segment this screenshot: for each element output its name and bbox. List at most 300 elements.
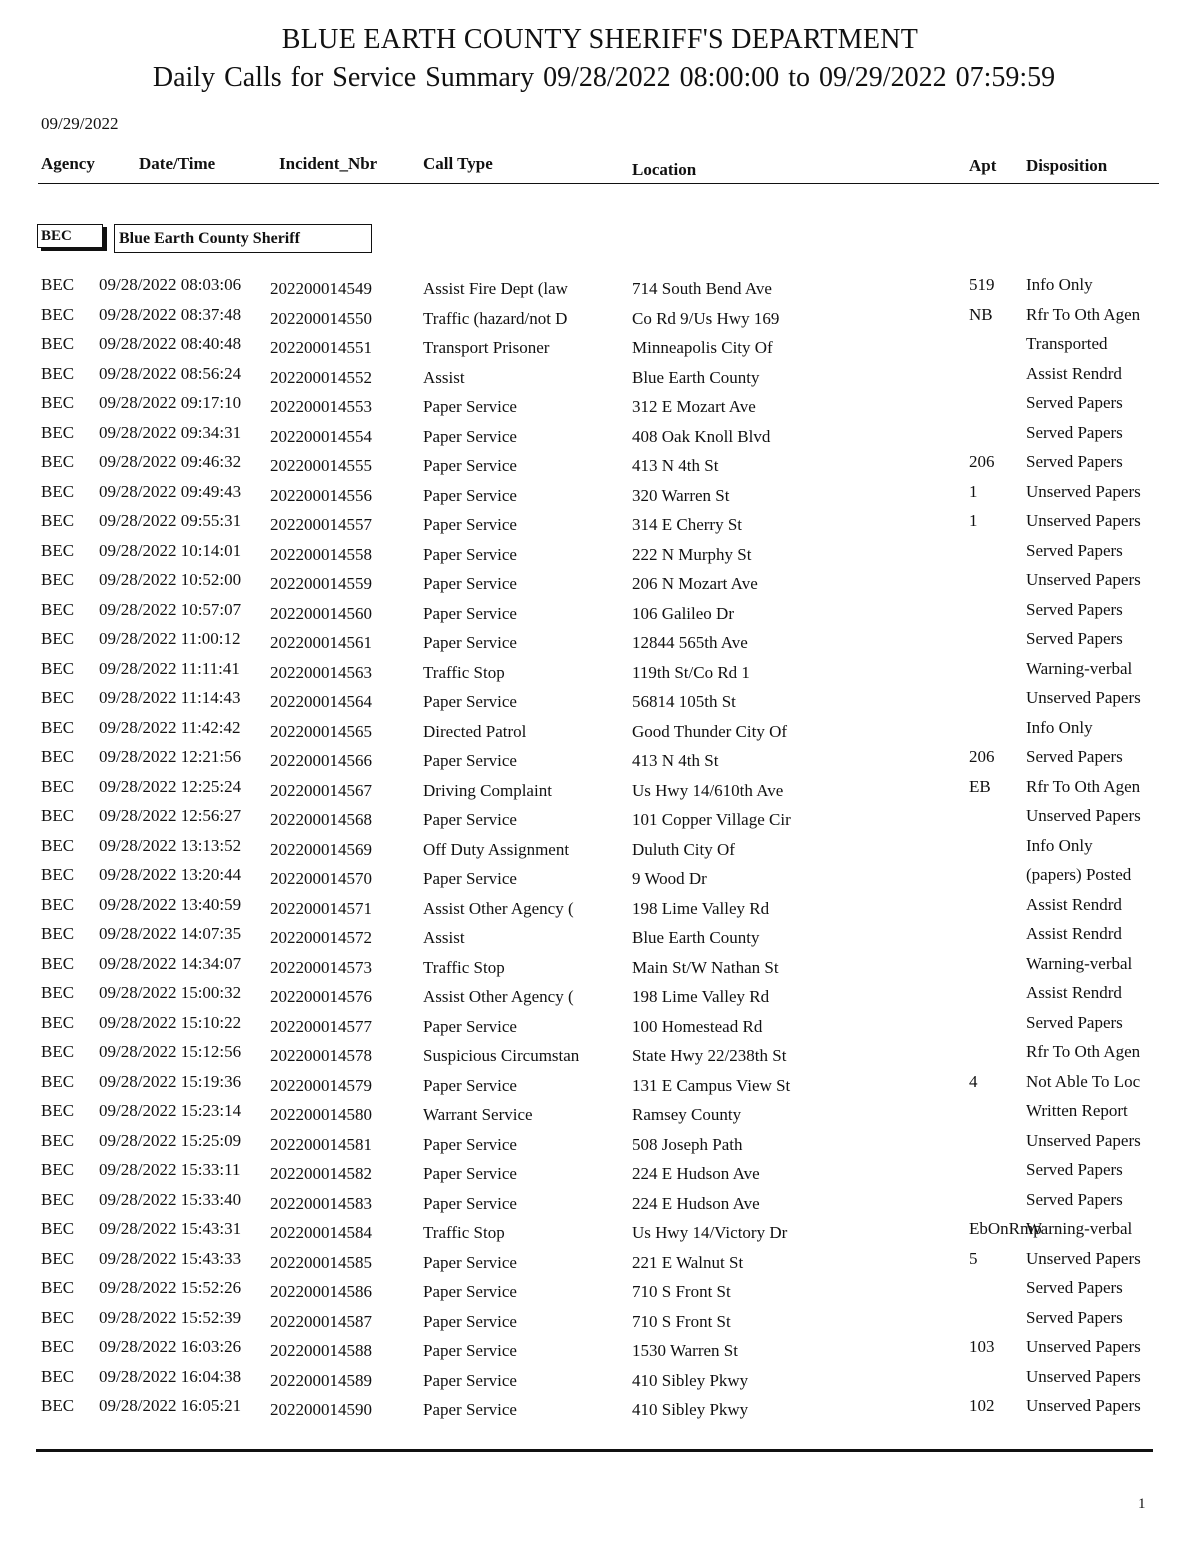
- table-row: [0, 895, 1200, 925]
- cell-agency: BEC: [41, 983, 75, 1002]
- report-date: 09/29/2022: [41, 114, 119, 133]
- cell-incident: 202200014589: [270, 1370, 372, 1390]
- table-row: [0, 718, 1200, 748]
- column-header-location: Location: [632, 160, 697, 179]
- cell-call-type: Paper Service: [423, 1282, 517, 1301]
- cell-agency: BEC: [41, 275, 75, 294]
- table-row: [0, 1101, 1200, 1131]
- cell-datetime: 09/28/2022 08:56:24: [99, 363, 242, 383]
- cell-agency: BEC: [41, 894, 75, 914]
- table-row: [0, 305, 1200, 335]
- cell-disposition: Unserved Papers: [1026, 1130, 1141, 1150]
- cell-incident: 202200014578: [270, 1046, 372, 1065]
- table-row: [0, 688, 1200, 718]
- cell-agency: BEC: [41, 1012, 75, 1032]
- table-row: [0, 659, 1200, 689]
- cell-apt: 206: [969, 747, 995, 766]
- cell-agency: BEC: [41, 953, 75, 973]
- cell-disposition: Served Papers: [1026, 393, 1123, 412]
- table-row: [0, 1249, 1200, 1279]
- cell-disposition: Unserved Papers: [1026, 1396, 1141, 1415]
- cell-agency: BEC: [41, 1307, 75, 1327]
- table-row: [0, 452, 1200, 482]
- cell-location: Duluth City Of: [632, 839, 735, 859]
- group-code-box: BEC: [37, 224, 103, 248]
- cell-datetime: 09/28/2022 11:14:43: [99, 688, 241, 707]
- cell-call-type: Paper Service: [423, 751, 517, 770]
- cell-disposition: Unserved Papers: [1026, 1366, 1141, 1386]
- calls-table: [0, 275, 1200, 1426]
- cell-agency: BEC: [41, 481, 75, 501]
- cell-datetime: 09/28/2022 12:25:24: [99, 776, 242, 796]
- cell-incident: 202200014551: [270, 338, 372, 357]
- cell-disposition: Unserved Papers: [1026, 688, 1141, 707]
- cell-datetime: 09/28/2022 11:11:41: [99, 658, 240, 678]
- column-header-datetime: Date/Time: [139, 154, 216, 173]
- cell-incident: 202200014550: [270, 308, 372, 328]
- cell-apt: EB: [969, 776, 991, 796]
- cell-disposition: Warning-verbal: [1026, 1219, 1133, 1238]
- cell-disposition: (papers) Posted: [1026, 865, 1132, 884]
- cell-call-type: Paper Service: [423, 1134, 517, 1154]
- cell-location: 131 E Campus View St: [632, 1075, 791, 1095]
- column-header-apt: Apt: [969, 156, 997, 175]
- cell-call-type: Paper Service: [423, 456, 517, 475]
- table-row: [0, 423, 1200, 453]
- cell-datetime: 09/28/2022 16:05:21: [99, 1396, 242, 1415]
- cell-apt: EbOnRmp: [969, 1219, 1042, 1238]
- cell-disposition: Served Papers: [1026, 1012, 1123, 1032]
- cell-disposition: Served Papers: [1026, 540, 1123, 560]
- table-row: [0, 511, 1200, 541]
- cell-datetime: 09/28/2022 16:03:26: [99, 1337, 242, 1356]
- table-row: [0, 334, 1200, 364]
- cell-location: Ramsey County: [632, 1105, 742, 1124]
- cell-disposition: Rfr To Oth Agen: [1026, 776, 1141, 796]
- cell-call-type: Paper Service: [423, 515, 517, 534]
- cell-disposition: Served Papers: [1026, 599, 1123, 619]
- cell-datetime: 09/28/2022 08:03:06: [99, 275, 242, 294]
- cell-location: Minneapolis City Of: [632, 338, 773, 357]
- cell-location: 12844 565th Ave: [632, 633, 748, 652]
- cell-agency: BEC: [41, 363, 75, 383]
- cell-location: 198 Lime Valley Rd: [632, 898, 770, 918]
- table-row: [0, 1219, 1200, 1249]
- table-row: [0, 1190, 1200, 1220]
- cell-incident: 202200014584: [270, 1223, 372, 1242]
- table-row: [0, 1308, 1200, 1338]
- cell-agency: BEC: [41, 452, 75, 471]
- cell-datetime: 09/28/2022 15:25:09: [99, 1130, 242, 1150]
- cell-disposition: Transported: [1026, 334, 1108, 353]
- cell-datetime: 09/28/2022 08:40:48: [99, 334, 242, 353]
- cell-incident: 202200014583: [270, 1193, 372, 1213]
- cell-location: 206 N Mozart Ave: [632, 574, 758, 593]
- cell-datetime: 09/28/2022 15:52:39: [99, 1307, 242, 1327]
- cell-agency: BEC: [41, 1130, 75, 1150]
- cell-agency: BEC: [41, 747, 75, 766]
- cell-call-type: Traffic Stop: [423, 1223, 505, 1242]
- cell-datetime: 09/28/2022 09:17:10: [99, 393, 242, 412]
- cell-location: 710 S Front St: [632, 1311, 731, 1331]
- cell-disposition: Rfr To Oth Agen: [1026, 304, 1141, 324]
- cell-call-type: Paper Service: [423, 574, 517, 593]
- cell-disposition: Warning-verbal: [1026, 658, 1133, 678]
- cell-agency: BEC: [41, 806, 75, 825]
- cell-agency: BEC: [41, 393, 75, 412]
- cell-apt: 519: [969, 275, 995, 294]
- cell-incident: 202200014560: [270, 603, 372, 623]
- cell-location: Co Rd 9/Us Hwy 169: [632, 308, 780, 328]
- cell-agency: BEC: [41, 1278, 75, 1297]
- cell-disposition: Assist Rendrd: [1026, 983, 1122, 1002]
- cell-datetime: 09/28/2022 11:00:12: [99, 629, 241, 648]
- cell-agency: BEC: [41, 511, 75, 530]
- cell-location: 320 Warren St: [632, 485, 730, 505]
- cell-agency: BEC: [41, 924, 75, 943]
- cell-location: 413 N 4th St: [632, 456, 719, 475]
- cell-location: 9 Wood Dr: [632, 869, 707, 888]
- cell-location: 710 S Front St: [632, 1282, 731, 1301]
- cell-location: 410 Sibley Pkwy: [632, 1400, 749, 1419]
- cell-location: 221 E Walnut St: [632, 1252, 744, 1272]
- cell-apt: 103: [969, 1337, 995, 1356]
- cell-disposition: Served Papers: [1026, 422, 1123, 442]
- cell-datetime: 09/28/2022 15:00:32: [99, 983, 242, 1002]
- cell-agency: BEC: [41, 599, 75, 619]
- cell-call-type: Assist: [423, 367, 465, 387]
- report-subtitle: Daily Calls for Service Summary 09/28/2022 08:00:00 to 09/29/2022 07:59:59: [152, 62, 1056, 93]
- cell-agency: BEC: [41, 835, 75, 855]
- cell-incident: 202200014549: [270, 279, 372, 298]
- cell-datetime: 09/28/2022 14:07:35: [99, 924, 242, 943]
- table-row: [0, 364, 1200, 394]
- cell-incident: 202200014577: [270, 1016, 372, 1036]
- cell-apt: 1: [969, 481, 978, 501]
- cell-datetime: 09/28/2022 15:43:33: [99, 1248, 242, 1268]
- cell-location: 410 Sibley Pkwy: [632, 1370, 749, 1390]
- cell-datetime: 09/28/2022 15:23:14: [99, 1101, 242, 1120]
- cell-agency: BEC: [41, 334, 75, 353]
- cell-datetime: 09/28/2022 14:34:07: [99, 953, 242, 973]
- cell-datetime: 09/28/2022 16:04:38: [99, 1366, 242, 1386]
- cell-agency: BEC: [41, 1189, 75, 1209]
- table-row: [0, 1396, 1200, 1426]
- cell-incident: 202200014579: [270, 1075, 372, 1095]
- cell-incident: 202200014569: [270, 839, 372, 859]
- cell-incident: 202200014561: [270, 633, 372, 652]
- cell-apt: 102: [969, 1396, 995, 1415]
- cell-disposition: Written Report: [1026, 1101, 1128, 1120]
- cell-call-type: Suspicious Circumstan: [423, 1046, 580, 1065]
- cell-location: 198 Lime Valley Rd: [632, 987, 770, 1006]
- cell-incident: 202200014585: [270, 1252, 372, 1272]
- cell-location: 408 Oak Knoll Blvd: [632, 426, 771, 446]
- cell-incident: 202200014555: [270, 456, 372, 475]
- cell-call-type: Paper Service: [423, 426, 517, 446]
- cell-datetime: 09/28/2022 09:46:32: [99, 452, 242, 471]
- cell-datetime: 09/28/2022 09:49:43: [99, 481, 242, 501]
- cell-incident: 202200014586: [270, 1282, 372, 1301]
- cell-agency: BEC: [41, 1248, 75, 1268]
- table-row: [0, 1013, 1200, 1043]
- cell-incident: 202200014570: [270, 869, 372, 888]
- cell-disposition: Served Papers: [1026, 452, 1123, 471]
- cell-call-type: Paper Service: [423, 1164, 517, 1183]
- cell-location: Main St/W Nathan St: [632, 957, 779, 977]
- cell-location: 106 Galileo Dr: [632, 603, 734, 623]
- cell-call-type: Assist: [423, 928, 465, 947]
- cell-location: 413 N 4th St: [632, 751, 719, 770]
- cell-agency: BEC: [41, 1337, 75, 1356]
- report-title: BLUE EARTH COUNTY SHERIFF'S DEPARTMENT: [281, 24, 919, 55]
- cell-agency: BEC: [41, 570, 75, 589]
- header-divider: [38, 183, 1159, 184]
- cell-call-type: Traffic (hazard/not D: [423, 308, 568, 328]
- cell-call-type: Assist Other Agency (: [423, 898, 574, 918]
- cell-location: 119th St/Co Rd 1: [632, 662, 750, 682]
- cell-incident: 202200014571: [270, 898, 372, 918]
- cell-location: 100 Homestead Rd: [632, 1016, 763, 1036]
- cell-datetime: 09/28/2022 15:33:40: [99, 1189, 242, 1209]
- cell-incident: 202200014554: [270, 426, 372, 446]
- cell-disposition: Assist Rendrd: [1026, 894, 1122, 914]
- cell-location: 508 Joseph Path: [632, 1134, 743, 1154]
- cell-call-type: Paper Service: [423, 1193, 517, 1213]
- cell-disposition: Not Able To Loc: [1026, 1071, 1141, 1091]
- cell-call-type: Paper Service: [423, 485, 517, 505]
- cell-agency: BEC: [41, 304, 75, 324]
- group-name-box: Blue Earth County Sheriff: [114, 224, 372, 253]
- cell-disposition: Info Only: [1026, 275, 1093, 294]
- cell-agency: BEC: [41, 1366, 75, 1386]
- cell-agency: BEC: [41, 1219, 75, 1238]
- table-row: [0, 393, 1200, 423]
- cell-disposition: Served Papers: [1026, 1160, 1123, 1179]
- cell-call-type: Transport Prisoner: [423, 338, 550, 357]
- cell-call-type: Paper Service: [423, 544, 517, 564]
- table-row: [0, 954, 1200, 984]
- cell-agency: BEC: [41, 658, 75, 678]
- cell-agency: BEC: [41, 717, 75, 737]
- table-row: [0, 1337, 1200, 1367]
- cell-incident: 202200014587: [270, 1311, 372, 1331]
- cell-incident: 202200014563: [270, 662, 372, 682]
- cell-apt: 4: [969, 1071, 978, 1091]
- cell-datetime: 09/28/2022 12:56:27: [99, 806, 242, 825]
- cell-location: Blue Earth County: [632, 367, 760, 387]
- cell-location: Blue Earth County: [632, 928, 760, 947]
- cell-call-type: Assist Fire Dept (law: [423, 279, 568, 298]
- table-row: [0, 1160, 1200, 1190]
- cell-incident: 202200014566: [270, 751, 372, 770]
- cell-call-type: Paper Service: [423, 810, 517, 829]
- cell-call-type: Paper Service: [423, 1341, 517, 1360]
- cell-location: Good Thunder City Of: [632, 721, 788, 741]
- cell-incident: 202200014572: [270, 928, 372, 947]
- table-row: [0, 836, 1200, 866]
- cell-disposition: Served Papers: [1026, 1307, 1123, 1327]
- cell-apt: 1: [969, 511, 978, 530]
- cell-disposition: Info Only: [1026, 835, 1093, 855]
- cell-location: 222 N Murphy St: [632, 544, 752, 564]
- cell-incident: 202200014565: [270, 721, 372, 741]
- cell-disposition: Unserved Papers: [1026, 1248, 1141, 1268]
- cell-call-type: Paper Service: [423, 1400, 517, 1419]
- cell-call-type: Traffic Stop: [423, 662, 505, 682]
- cell-disposition: Rfr To Oth Agen: [1026, 1042, 1141, 1061]
- cell-agency: BEC: [41, 1160, 75, 1179]
- cell-apt: 5: [969, 1248, 978, 1268]
- table-row: [0, 1042, 1200, 1072]
- cell-location: 56814 105th St: [632, 692, 736, 711]
- cell-agency: BEC: [41, 540, 75, 560]
- cell-agency: BEC: [41, 688, 75, 707]
- cell-incident: 202200014553: [270, 397, 372, 416]
- cell-call-type: Paper Service: [423, 1370, 517, 1390]
- cell-datetime: 09/28/2022 15:12:56: [99, 1042, 242, 1061]
- cell-incident: 202200014580: [270, 1105, 372, 1124]
- cell-location: Us Hwy 14/Victory Dr: [632, 1223, 788, 1242]
- cell-incident: 202200014581: [270, 1134, 372, 1154]
- cell-disposition: Assist Rendrd: [1026, 924, 1122, 943]
- cell-disposition: Unserved Papers: [1026, 806, 1141, 825]
- footer-divider: [36, 1449, 1153, 1452]
- cell-datetime: 09/28/2022 13:40:59: [99, 894, 242, 914]
- cell-incident: 202200014568: [270, 810, 372, 829]
- column-header-agency: Agency: [41, 154, 95, 173]
- table-row: [0, 275, 1200, 305]
- cell-incident: 202200014556: [270, 485, 372, 505]
- cell-disposition: Warning-verbal: [1026, 953, 1133, 973]
- cell-incident: 202200014567: [270, 780, 372, 800]
- cell-disposition: Info Only: [1026, 717, 1093, 737]
- cell-agency: BEC: [41, 629, 75, 648]
- table-row: [0, 541, 1200, 571]
- cell-call-type: Paper Service: [423, 1252, 517, 1272]
- cell-disposition: Unserved Papers: [1026, 570, 1141, 589]
- cell-incident: 202200014558: [270, 544, 372, 564]
- table-row: [0, 777, 1200, 807]
- cell-datetime: 09/28/2022 15:52:26: [99, 1278, 242, 1297]
- cell-datetime: 09/28/2022 15:33:11: [99, 1160, 241, 1179]
- cell-disposition: Served Papers: [1026, 747, 1123, 766]
- cell-call-type: Paper Service: [423, 1311, 517, 1331]
- table-row: [0, 1278, 1200, 1308]
- table-row: [0, 747, 1200, 777]
- cell-datetime: 09/28/2022 11:42:42: [99, 717, 241, 737]
- table-row: [0, 482, 1200, 512]
- cell-datetime: 09/28/2022 13:20:44: [99, 865, 242, 884]
- table-row: [0, 1367, 1200, 1397]
- cell-incident: 202200014590: [270, 1400, 372, 1419]
- cell-datetime: 09/28/2022 10:57:07: [99, 599, 242, 619]
- page-number: 1: [1138, 1496, 1146, 1512]
- table-row: [0, 629, 1200, 659]
- cell-incident: 202200014573: [270, 957, 372, 977]
- cell-agency: BEC: [41, 1071, 75, 1091]
- cell-datetime: 09/28/2022 15:10:22: [99, 1012, 242, 1032]
- cell-location: 714 South Bend Ave: [632, 279, 772, 298]
- table-row: [0, 1131, 1200, 1161]
- cell-agency: BEC: [41, 422, 75, 442]
- cell-datetime: 09/28/2022 13:13:52: [99, 835, 242, 855]
- cell-datetime: 09/28/2022 12:21:56: [99, 747, 242, 766]
- table-row: [0, 600, 1200, 630]
- table-row: [0, 983, 1200, 1013]
- cell-datetime: 09/28/2022 15:43:31: [99, 1219, 242, 1238]
- cell-call-type: Off Duty Assignment: [423, 839, 570, 859]
- column-header-disposition: Disposition: [1026, 156, 1108, 175]
- cell-call-type: Warrant Service: [423, 1105, 533, 1124]
- cell-call-type: Paper Service: [423, 603, 517, 623]
- cell-call-type: Driving Complaint: [423, 780, 552, 800]
- cell-location: 224 E Hudson Ave: [632, 1193, 760, 1213]
- cell-location: 314 E Cherry St: [632, 515, 743, 534]
- cell-disposition: Unserved Papers: [1026, 1337, 1141, 1356]
- cell-location: 224 E Hudson Ave: [632, 1164, 760, 1183]
- cell-location: 1530 Warren St: [632, 1341, 738, 1360]
- cell-apt: NB: [969, 304, 993, 324]
- cell-disposition: Unserved Papers: [1026, 511, 1141, 530]
- cell-call-type: Paper Service: [423, 633, 517, 652]
- cell-call-type: Paper Service: [423, 1016, 517, 1036]
- cell-agency: BEC: [41, 865, 75, 884]
- table-row: [0, 570, 1200, 600]
- cell-disposition: Served Papers: [1026, 1278, 1123, 1297]
- table-row: [0, 865, 1200, 895]
- cell-disposition: Assist Rendrd: [1026, 363, 1122, 383]
- cell-agency: BEC: [41, 1042, 75, 1061]
- cell-datetime: 09/28/2022 10:52:00: [99, 570, 242, 589]
- cell-datetime: 09/28/2022 09:34:31: [99, 422, 242, 442]
- cell-location: 101 Copper Village Cir: [632, 810, 791, 829]
- cell-call-type: Paper Service: [423, 692, 517, 711]
- cell-incident: 202200014564: [270, 692, 372, 711]
- table-row: [0, 924, 1200, 954]
- cell-datetime: 09/28/2022 09:55:31: [99, 511, 242, 530]
- cell-incident: 202200014588: [270, 1341, 372, 1360]
- cell-apt: 206: [969, 452, 995, 471]
- cell-incident: 202200014552: [270, 367, 372, 387]
- cell-call-type: Paper Service: [423, 869, 517, 888]
- cell-agency: BEC: [41, 1101, 75, 1120]
- cell-call-type: Traffic Stop: [423, 957, 505, 977]
- cell-call-type: Paper Service: [423, 1075, 517, 1095]
- table-row: [0, 806, 1200, 836]
- cell-datetime: 09/28/2022 08:37:48: [99, 304, 242, 324]
- cell-datetime: 09/28/2022 10:14:01: [99, 540, 242, 560]
- cell-disposition: Served Papers: [1026, 629, 1123, 648]
- cell-incident: 202200014582: [270, 1164, 372, 1183]
- table-row: [0, 1072, 1200, 1102]
- cell-location: 312 E Mozart Ave: [632, 397, 756, 416]
- cell-call-type: Directed Patrol: [423, 721, 527, 741]
- cell-incident: 202200014559: [270, 574, 372, 593]
- cell-call-type: Paper Service: [423, 397, 517, 416]
- cell-call-type: Assist Other Agency (: [423, 987, 574, 1006]
- cell-location: Us Hwy 14/610th Ave: [632, 780, 784, 800]
- cell-disposition: Unserved Papers: [1026, 481, 1141, 501]
- cell-disposition: Served Papers: [1026, 1189, 1123, 1209]
- cell-agency: BEC: [41, 776, 75, 796]
- cell-datetime: 09/28/2022 15:19:36: [99, 1071, 242, 1091]
- column-header-incident: Incident_Nbr: [279, 154, 378, 173]
- cell-location: State Hwy 22/238th St: [632, 1046, 787, 1065]
- cell-agency: BEC: [41, 1396, 75, 1415]
- cell-incident: 202200014576: [270, 987, 372, 1006]
- column-header-call-type: Call Type: [423, 154, 493, 173]
